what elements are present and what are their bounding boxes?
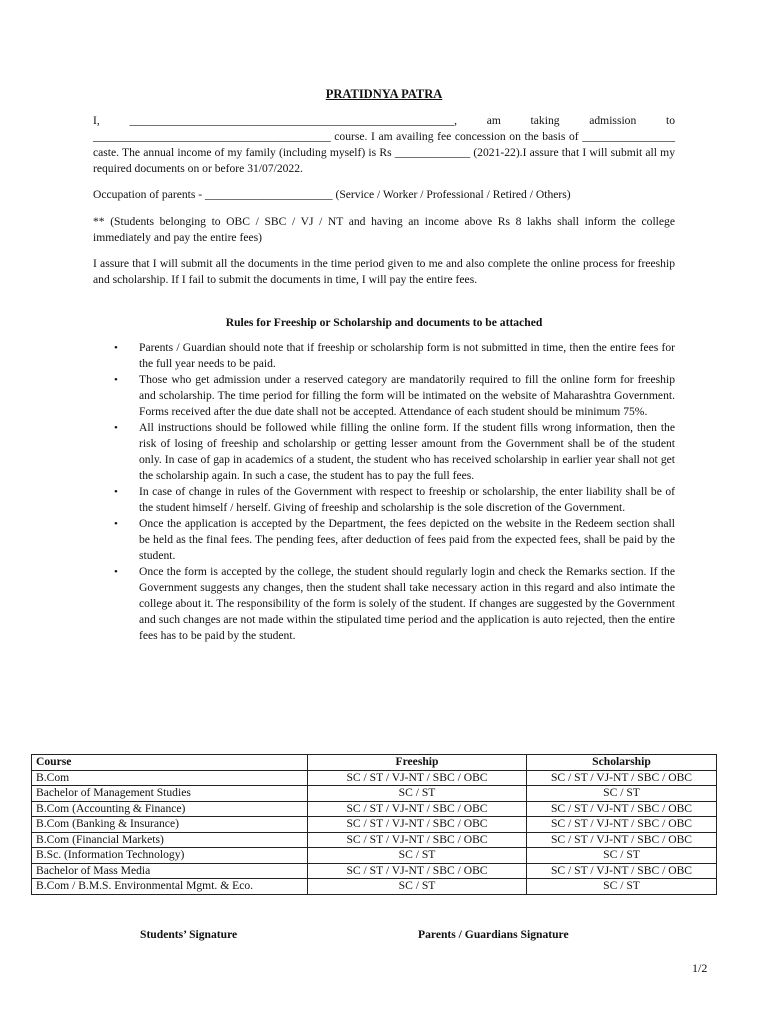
course-concession-table bbox=[31, 754, 717, 895]
course-cell: Bachelor of Mass Media bbox=[32, 863, 308, 879]
freeship-cell: SC / ST / VJ-NT / SBC / OBC bbox=[308, 770, 527, 786]
course-cell: B.Com / B.M.S. Environmental Mgmt. & Eco. bbox=[32, 879, 308, 895]
bullet-icon: • bbox=[114, 422, 118, 434]
rule-item bbox=[111, 340, 675, 372]
rule-item bbox=[111, 484, 675, 516]
rule-item bbox=[111, 516, 675, 564]
column-header-course: Course bbox=[32, 755, 308, 771]
assurance-paragraph bbox=[93, 256, 675, 288]
bullet-icon: • bbox=[114, 566, 118, 578]
table-row bbox=[32, 770, 717, 786]
student-signature-label: Students’ Signature bbox=[140, 928, 238, 941]
occupation-paragraph bbox=[93, 187, 675, 203]
table-row bbox=[32, 817, 717, 833]
rule-text: In case of change in rules of the Government with respect to freeship or scholarship, the enter liability shall be of the student himself / herself. Giving of freeship and scholarship is the sole discretion of the Government. bbox=[139, 485, 675, 514]
scholarship-cell: SC / ST bbox=[527, 848, 717, 864]
rule-text: Parents / Guardian should note that if freeship or scholarship form is not submitted in time, then the entire fees for the full year needs to be paid. bbox=[139, 341, 675, 370]
occupation-text: Occupation of parents - ______________________ (Service / Worker / Professional / Retired / Others) bbox=[93, 188, 571, 201]
scholarship-cell: SC / ST / VJ-NT / SBC / OBC bbox=[527, 832, 717, 848]
bullet-icon: • bbox=[114, 486, 118, 498]
freeship-cell: SC / ST bbox=[308, 848, 527, 864]
page-number: 1/2 bbox=[692, 961, 708, 975]
rule-item bbox=[111, 564, 675, 644]
column-header-scholarship: Scholarship bbox=[527, 755, 717, 771]
course-cell: B.Com bbox=[32, 770, 308, 786]
rule-text: Once the application is accepted by the Department, the fees depicted on the website in the Redeem section shall be held as the final fees. The pending fees, after deduction of fees paid from the expected fees, shall be paid by the student. bbox=[139, 517, 675, 562]
rules-list bbox=[111, 340, 675, 644]
scholarship-cell: SC / ST / VJ-NT / SBC / OBC bbox=[527, 817, 717, 833]
rule-item bbox=[111, 420, 675, 484]
course-cell: B.Sc. (Information Technology) bbox=[32, 848, 308, 864]
table-row bbox=[32, 863, 717, 879]
scholarship-cell: SC / ST / VJ-NT / SBC / OBC bbox=[527, 863, 717, 879]
bullet-icon: • bbox=[114, 374, 118, 386]
table-header-row bbox=[32, 755, 717, 771]
declaration-paragraph bbox=[93, 113, 675, 177]
column-header-freeship: Freeship bbox=[308, 755, 527, 771]
rule-text: Once the form is accepted by the college, the student should regularly login and check the Remarks section. If the Government suggests any changes, then the student shall take necessary action in this regard and also intimate the college about it. The responsibility of the form is solely of the student. If changes are suggested by the Government and such changes are not made within the stipulated time period and the application is auto rejected, then the entire fees has to be paid by the student. bbox=[139, 565, 675, 642]
rule-text: All instructions should be followed while filling the online form. If the student fills wrong information, then the risk of losing of freeship and scholarship or getting lesser amount from the Government shall be of the student only. In case of gap in academics of a student, the student who has received scholarship in earlier year shall not get the scholarship again. In such a case, the student has to pay the full fees. bbox=[139, 421, 675, 482]
course-cell: B.Com (Banking & Insurance) bbox=[32, 817, 308, 833]
assurance-text: I assure that I will submit all the documents in the time period given to me and also complete the online process for freeship and scholarship. If I fail to submit the documents in time, I will pay the entire fees. bbox=[93, 257, 675, 286]
bullet-icon: • bbox=[114, 518, 118, 530]
course-cell: Bachelor of Management Studies bbox=[32, 786, 308, 802]
freeship-cell: SC / ST / VJ-NT / SBC / OBC bbox=[308, 801, 527, 817]
course-cell: B.Com (Accounting & Finance) bbox=[32, 801, 308, 817]
rule-text: Those who get admission under a reserved category are mandatorily required to fill the online form for freeship and scholarship. The time period for filling the form will be intimated on the website of Maharashtra Government. Forms received after the due date shall not be accepted. Attendance of each student should be minimum 75%. bbox=[139, 373, 675, 418]
document-title: PRATIDNYA PATRA bbox=[325, 87, 443, 101]
freeship-cell: SC / ST bbox=[308, 879, 527, 895]
freeship-cell: SC / ST bbox=[308, 786, 527, 802]
scholarship-cell: SC / ST / VJ-NT / SBC / OBC bbox=[527, 770, 717, 786]
parent-signature-label: Parents / Guardians Signature bbox=[418, 928, 569, 941]
bullet-icon: • bbox=[114, 342, 118, 354]
rule-item bbox=[111, 372, 675, 420]
table-row bbox=[32, 832, 717, 848]
rules-heading: Rules for Freeship or Scholarship and documents to be attached bbox=[225, 316, 543, 329]
scholarship-cell: SC / ST / VJ-NT / SBC / OBC bbox=[527, 801, 717, 817]
income-note-text: ** (Students belonging to OBC / SBC / VJ / NT and having an income above Rs 8 lakhs shall inform the college immediately and pay the entire fees) bbox=[93, 215, 675, 244]
table-row bbox=[32, 848, 717, 864]
freeship-cell: SC / ST / VJ-NT / SBC / OBC bbox=[308, 817, 527, 833]
course-cell: B.Com (Financial Markets) bbox=[32, 832, 308, 848]
freeship-cell: SC / ST / VJ-NT / SBC / OBC bbox=[308, 832, 527, 848]
scholarship-cell: SC / ST bbox=[527, 879, 717, 895]
declaration-text: I, ________________________________________________________, am taking admission to _________________________________________ course. I am availing fee concession on the basis of ________________ caste. The annual income of my family (including myself) is Rs _____________ (2021-22).I assure that I will submit all my required documents on or before 31/07/2022. bbox=[93, 114, 675, 175]
scholarship-cell: SC / ST bbox=[527, 786, 717, 802]
table-row bbox=[32, 879, 717, 895]
table-row bbox=[32, 786, 717, 802]
income-note-paragraph bbox=[93, 214, 675, 246]
table-row bbox=[32, 801, 717, 817]
freeship-cell: SC / ST / VJ-NT / SBC / OBC bbox=[308, 863, 527, 879]
